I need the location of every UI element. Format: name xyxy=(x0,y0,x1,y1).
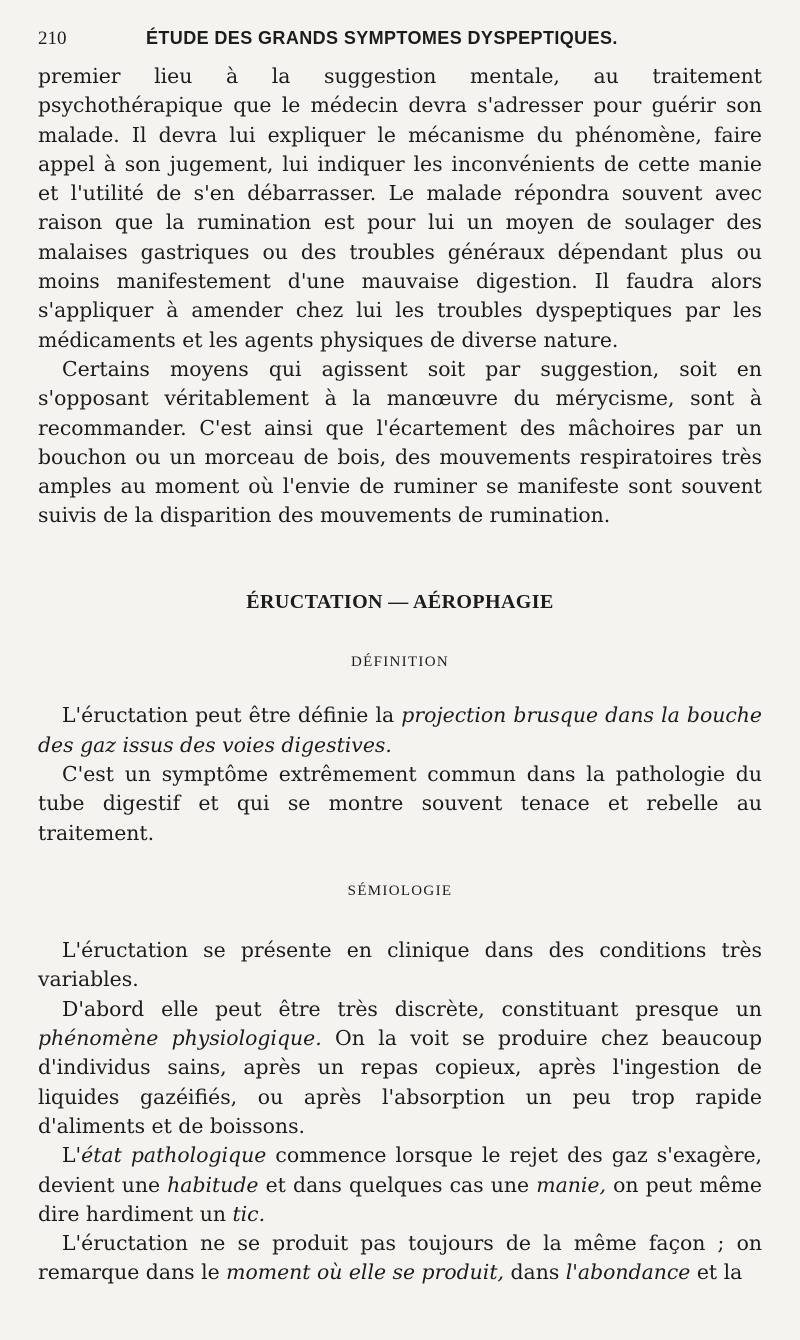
paragraph-definition xyxy=(38,701,762,760)
section-title: ÉRUCTATION — AÉROPHAGIE xyxy=(246,590,554,613)
text-run: commence lorsque le rejet des gaz s'exagère, devient une xyxy=(38,1143,763,1197)
italic-run: projection brusque dans la bouche des gaz issus des voies digestives. xyxy=(38,703,762,757)
subheading-semiologie: SÉMIOLOGIE xyxy=(347,882,453,899)
page-number: 210 xyxy=(38,28,67,49)
body-text xyxy=(38,62,762,1288)
italic-run: moment où elle se produit, xyxy=(226,1260,504,1285)
text-run: on peut même dire hardiment un xyxy=(38,1172,763,1226)
paragraph-symptome: C'est un symptôme extrêmement commun dans la pathologie du tube digestif et qui se montre souvent tenace et rebelle au traitement. xyxy=(38,761,762,845)
text-run: L'éructation ne se produit pas toujours de la même façon ; on remarque dans le xyxy=(38,1231,762,1285)
subheading-definition: DÉFINITION xyxy=(351,654,449,671)
italic-run: état pathologique xyxy=(81,1143,267,1168)
text-run: L'éructation peut être définie la xyxy=(62,703,402,728)
paragraph-etat-pathologique xyxy=(38,1141,762,1229)
paragraph-facon xyxy=(38,1229,762,1288)
running-head xyxy=(38,28,762,62)
text-run: et dans quelques cas une xyxy=(258,1172,537,1197)
paragraph-clinique: L'éructation se présente en clinique dans des conditions très variables. xyxy=(38,938,762,992)
text-run: On la voit se produire chez beaucoup d'individus sains, après un repas copieux, après l'ingestion de liquides gazéifiés, ou après l'absorption un peu trop rapide d'aliments et de boissons. xyxy=(38,1026,762,1138)
paragraph-continuation: premier lieu à la suggestion mentale, au traitement psychothérapique que le médecin devra s'adresser pour guérir son malade. Il devra lui expliquer le mécanisme du phénomène, faire appel à son jugement, lui indiquer les inconvénients de cette manie et l'utilité de s'en débarrasser. Le malade répondra souvent avec raison que la rumination est pour lui un moyen de soulager des malaises gastriques ou des troubles généraux dépendant plus ou moins manifestement d'une mauvaise digestion. Il faudra alors s'appliquer à amender chez lui les troubles dyspeptiques par les médicaments et les agents physiques de diverse nature. xyxy=(38,64,762,352)
running-title: ÉTUDE DES GRANDS SYMPTOMES DYSPEPTIQUES. xyxy=(146,28,618,48)
text-run: L' xyxy=(62,1143,82,1168)
text-run: D'abord elle peut être très discrète, constituant presque un xyxy=(62,996,762,1021)
italic-run: habitude xyxy=(167,1172,259,1197)
italic-run: phénomène physiologique. xyxy=(38,1026,322,1051)
italic-run: manie, xyxy=(536,1172,606,1197)
text-run: et la xyxy=(690,1260,743,1285)
italic-run: tic. xyxy=(232,1201,266,1226)
text-run: dans xyxy=(504,1260,566,1285)
italic-run: l'abondance xyxy=(565,1260,691,1285)
paragraph-discrete xyxy=(38,995,762,1141)
paragraph-moyens: Certains moyens qui agissent soit par suggestion, soit en s'opposant véritablement à la manœuvre du mérycisme, sont à recommander. C'est ainsi que l'écartement des mâchoires par un bouchon ou un morceau de bois, des mouvements respiratoires très amples au moment où l'envie de ruminer se manifeste sont souvent suivis de la disparition des mouvements de rumination. xyxy=(38,356,762,528)
